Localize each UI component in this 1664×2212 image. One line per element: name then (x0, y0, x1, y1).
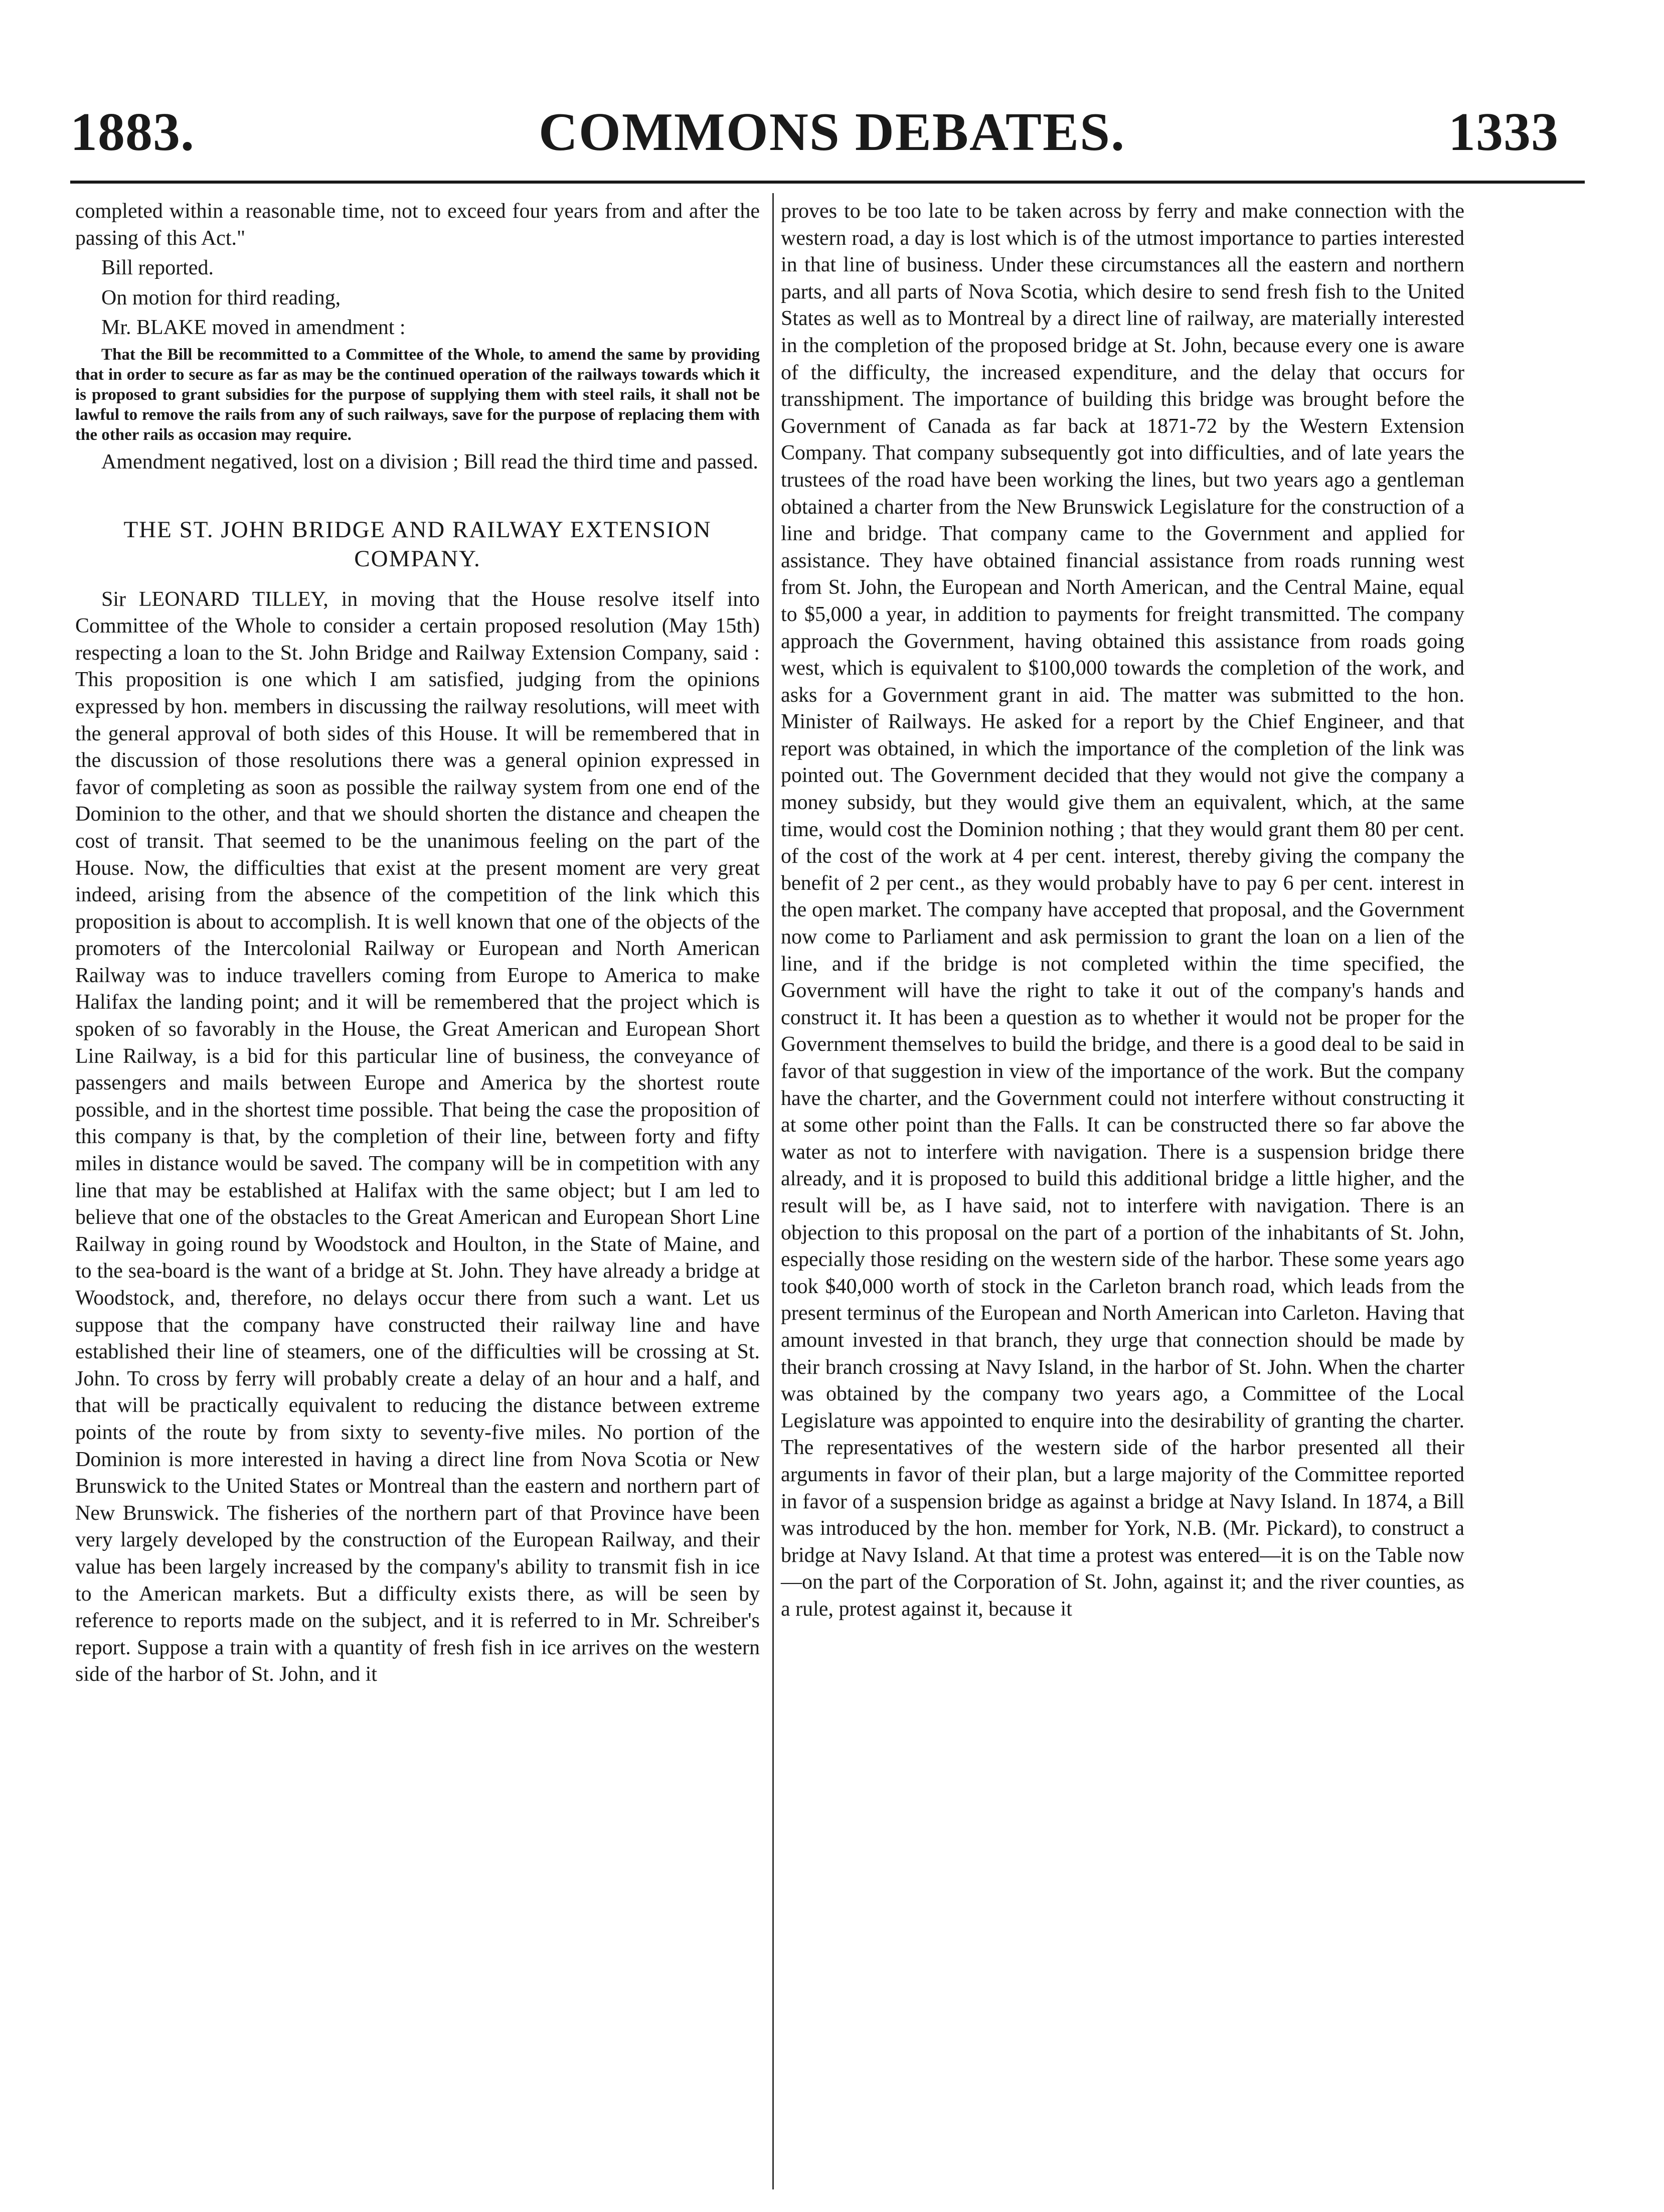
section-heading: THE ST. JOHN BRIDGE AND RAILWAY EXTENSION COMPANY. (123, 516, 712, 572)
header-year: 1883. (70, 102, 195, 162)
bill-reported: Bill reported. (101, 256, 214, 280)
header-title: COMMONS DEBATES. (538, 102, 1126, 162)
header-rule (70, 181, 1585, 184)
speech-paragraph: Sir LEONARD TILLEY, in moving that the House resolve itself into Committee of the Whole to consider a certain proposed resolution (May 15th) respecting a loan to the St. John Bridge and Railway Extension Company, said : This proposition is one which I am satisfied, judging from the opinions expressed by hon. members in discussing the railway resolutions, will meet with the general approval of both sides of this House. It will be remembered that in the discussion of those resolutions there was a general opinion expressed in favor of completing as soon as possible the railway system from one end of the Dominion to the other, and that we should shorten the distance and cheapen the cost of transit. That seemed to be the unanimous feeling on the part of the House. Now, the difficulties that exist at the present moment are very great indeed, arising from the absence of the competition of the link which this proposition is about to accomplish. It is well known that one of the objects of the promoters of the Intercolonial Railway or European and North American Railway was to induce travellers coming from Europe to America to make Halifax the landing point; and it will be remembered that the project which is spoken of so favorably in the House, the Great American and European Short Line Railway, is a bid for this particular line of business, the conveyance of passengers and mails between Europe and America by the shortest route possible, and in the shortest time possible. That being the case the proposition of this company is that, by the completion of their line, between forty and fifty miles in distance would be saved. The company will be in competition with any line that may be established at Halifax with the same object; but I am led to believe that one of the obstacles to the Great American and European Short Line Railway in going round by Woodstock and Houlton, in the State of Maine, and to the sea-board is the want of a bridge at St. John. They have already a bridge at Woodstock, and, therefore, no delays occur there from such a want. Let us suppose that the company have constructed their railway line and have established their line of steamers, one of the difficulties will be crossing at St. John. To cross by ferry will probably create a delay of an hour and a half, and that will be practically equivalent to reducing the distance between extreme points of the route by from sixty to seventy-five miles. No portion of the Dominion is more interested in having a direct line from Nova Scotia or New Brunswick to the United States or Montreal than the eastern and northern part of New Brunswick. The fisheries of the northern part of that Province have been very largely developed by the construction of the European Railway, and their value has been largely increased by the company's ability to transmit fish in ice to the American markets. But a difficulty exists there, as will be seen by reference to reports made on the subject, and it is referred to in Mr. Schreiber's report. Suppose a train with a quantity of fresh fish in ice arrives on the western side of the harbor of St. John, and it (75, 587, 760, 1686)
column-divider (772, 193, 774, 2189)
right-column (781, 198, 1464, 1623)
header-page-number: 1333 (1448, 102, 1559, 162)
amendment-intro: Mr. BLAKE moved in amendment : (101, 316, 406, 340)
page-header (0, 0, 1664, 186)
left-column (75, 198, 760, 1688)
amendment-result: Amendment negatived, lost on a division ; Bill read the third time and passed. (101, 450, 758, 473)
amendment-text: That the Bill be recommitted to a Committee of the Whole, to amend the same by providing that in order to secure as far as may be the continued operation of the railways towards which it is proposed to grant subsidies for the purpose of supplying them with steel rails, it shall not be lawful to remove the rails from any of such railways, save for the purpose of replacing them with the other rails as occasion may require. (75, 345, 760, 444)
speech-continuation: proves to be too late to be taken across by ferry and make connection with the western road, a day is lost which is of the utmost importance to parties interested in that line of business. Under these circumstances all the eastern and northern parts, and all parts of Nova Scotia, which desire to send fresh fish to the United States as well as to Montreal by a direct line of railway, are materially interested in the completion of the proposed bridge at St. John, because every one is aware of the difficulty, the increased expenditure, and the delay that occurs for transshipment. The importance of building this bridge was brought before the Government of Canada as far back at 1871-72 by the Western Extension Company. That company subsequently got into difficulties, and of late years the trustees of the road have been working the lines, but two years ago a gentleman obtained a charter from the New Brunswick Legislature for the construction of a line and bridge. That company came to the Government and applied for assistance. They have obtained financial assistance from roads running west from St. John, the European and North American, and the Central Maine, equal to $5,000 a year, in addition to payments for freight transmitted. The company approach the Government, having obtained this assistance from roads going west, which is equivalent to $100,000 towards the completion of the work, and asks for a Government grant in aid. The matter was submitted to the hon. Minister of Railways. He asked for a report by the Chief Engineer, and that report was obtained, in which the importance of the completion of the link was pointed out. The Government decided that they would not give the company a money subsidy, but they would give them an equivalent, which, at the same time, would cost the Dominion nothing ; that they would grant them 80 per cent. of the cost of the work at 4 per cent. interest, thereby giving the company the benefit of 2 per cent., as they would probably have to pay 6 per cent. interest in the open market. The company have accepted that proposal, and the Government now come to Parliament and ask permission to grant the loan on a lien of the line, and if the bridge is not completed within the time specified, the Government will have the right to take it out of the company's hands and construct it. It has been a question as to whether it would not be proper for the Government themselves to build the bridge, and there is a good deal to be said in favor of that suggestion in view of the importance of the work. But the company have the charter, and the Government could not interfere without constructing it at some other point than the Falls. It can be constructed there so far above the water as not to interfere with navigation. There is a suspension bridge there already, and it is proposed to build this additional bridge a little higher, and the result will be, as I have said, not to interfere with navigation. There is an objection to this proposal on the part of a portion of the inhabitants of St. John, especially those residing on the western side of the harbor. These some years ago took $40,000 worth of stock in the Carleton branch road, which leads from the present terminus of the European and North American into Carleton. Having that amount invested in that branch, they urge that connection should be made by their branch crossing at Navy Island, in the harbor of St. John. When the charter was obtained by the company two years ago, a Committee of the Local Legislature was appointed to enquire into the desirability of granting the charter. The representatives of the western side of the harbor presented all their arguments in favor of their plan, but a large majority of the Committee reported in favor of a suspension bridge as against a bridge at Navy Island. In 1874, a Bill was introduced by the hon. member for York, N.B. (Mr. Pickard), to construct a bridge at Navy Island. At that time a protest was entered—it is on the Table now —on the part of the Corporation of St. John, against it; and the river counties, as a rule, protest against it, because it (781, 200, 1464, 1621)
motion-third-reading: On motion for third reading, (101, 286, 341, 309)
bill-clause-ending: completed within a reasonable time, not to exceed four years from and after the passing of this Act." (75, 200, 760, 250)
